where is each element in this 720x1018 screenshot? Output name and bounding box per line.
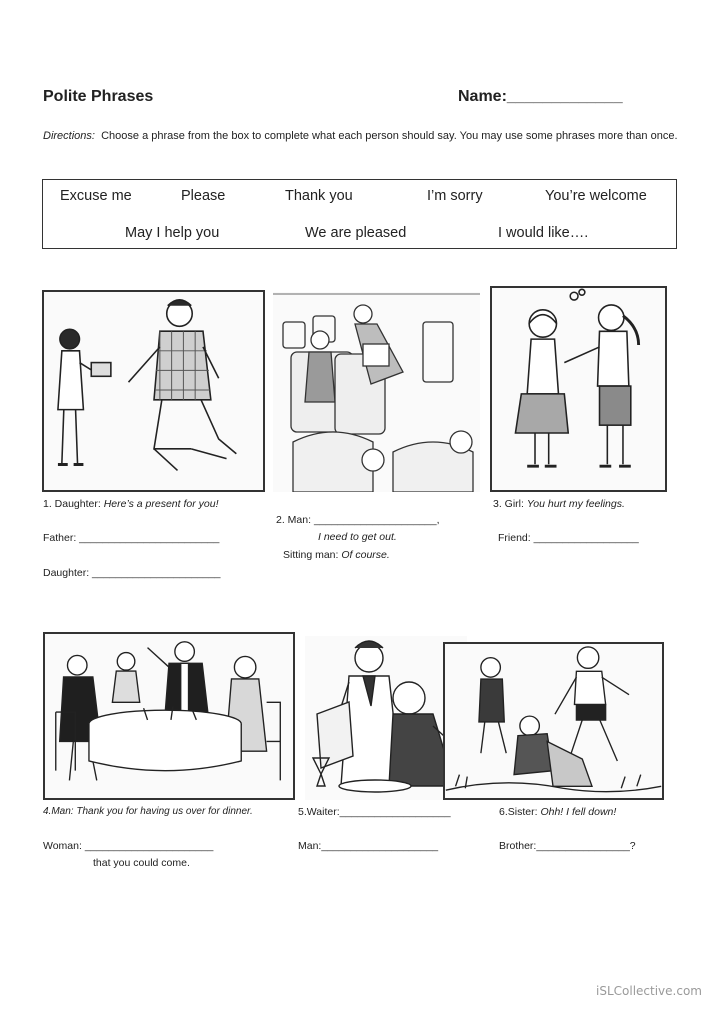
item1-prompt [43, 498, 219, 510]
phrase-youre-welcome: You’re welcome [545, 188, 647, 204]
phrase-excuse-me: Excuse me [60, 188, 132, 204]
illustration-girls-feelings [490, 286, 667, 492]
item5-prompt-blank: ___________________ [339, 806, 451, 818]
item2-reply-label: Sitting man: [283, 549, 339, 561]
item3-prompt [493, 498, 625, 510]
item4-prompt-text: Thank you for having us over for dinner. [76, 806, 253, 817]
directions-label: Directions: [43, 130, 95, 142]
item3-prompt-label: 3. Girl: [493, 498, 524, 510]
phrase-we-are-pleased: We are pleased [305, 225, 407, 241]
item2-prompt-text: I need to get out. [318, 531, 397, 543]
item1-prompt-label: 1. Daughter: [43, 498, 101, 510]
item6-prompt [499, 806, 616, 818]
phrase-please: Please [181, 188, 226, 204]
item2-reply [283, 549, 390, 561]
illustration-dinner-party [43, 632, 295, 800]
item4-prompt-label: 4.Man: [43, 806, 74, 817]
item4-answer-line-woman: Woman: ______________________ [43, 840, 214, 852]
directions [43, 128, 683, 145]
phrase-may-i-help-you: May I help you [125, 225, 220, 241]
phrase-i-would-like: I would like…. [498, 225, 589, 241]
item5-prompt-label: 5.Waiter: [298, 806, 340, 818]
item2-prompt-label: 2. Man: [276, 514, 312, 526]
item3-prompt-text: You hurt my feelings. [526, 498, 625, 510]
item3-answer-line-friend: Friend: __________________ [498, 532, 639, 544]
item1-answer-line-father: Father: ________________________ [43, 532, 220, 544]
item2-reply-text: Of course. [341, 549, 390, 561]
item2-prompt-blank: _____________________, [313, 514, 440, 526]
directions-text: Choose a phrase from the box to complete what each person should say. You may use some phrases more than once. [101, 130, 678, 142]
item6-prompt-text: Ohh! I fell down! [540, 806, 617, 818]
watermark: iSLCollective.com [596, 984, 702, 998]
illustration-train-seats [273, 292, 480, 492]
illustration-daughter-present [42, 290, 265, 492]
phrase-box [42, 179, 677, 249]
item1-prompt-text: Here’s a present for you! [103, 498, 219, 510]
item4-answer-continuation: that you could come. [93, 857, 190, 869]
item5-prompt [298, 806, 451, 818]
item2-prompt [276, 514, 440, 526]
item6-prompt-label: 6.Sister: [499, 806, 538, 818]
phrase-im-sorry: I’m sorry [427, 188, 483, 204]
phrase-thank-you: Thank you [285, 188, 353, 204]
item5-answer-line-man: Man:____________________ [298, 840, 439, 852]
illustration-sister-fell [443, 642, 664, 800]
item1-answer-line-daughter: Daughter: ______________________ [43, 567, 221, 579]
item4-prompt [43, 806, 253, 817]
name-field-label: Name:_____________ [458, 88, 623, 105]
item6-answer-line-brother: Brother:________________? [499, 840, 636, 852]
worksheet-title: Polite Phrases [43, 88, 154, 105]
